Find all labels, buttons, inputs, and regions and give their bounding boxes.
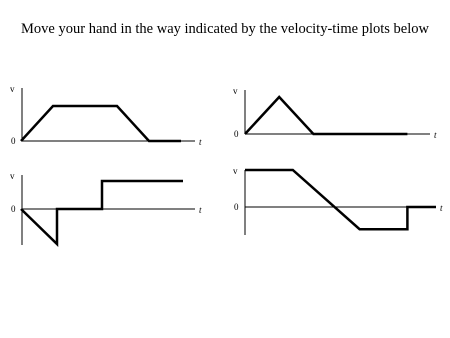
origin-label: 0: [11, 136, 16, 146]
origin-label: 0: [234, 129, 239, 139]
x-axis-label: t: [434, 130, 437, 140]
x-axis-label: t: [199, 137, 202, 147]
slide-title: Move your hand in the way indicated by the velocity-time plots below: [21, 21, 429, 37]
y-axis-label: v: [10, 171, 15, 181]
origin-label: 0: [11, 204, 16, 214]
y-axis-label: v: [10, 84, 15, 94]
x-axis-label: t: [199, 205, 202, 215]
velocity-curve: [245, 170, 436, 229]
x-axis-label: t: [440, 203, 443, 213]
y-axis-label: v: [233, 86, 238, 96]
y-axis-label: v: [233, 166, 238, 176]
origin-label: 0: [234, 202, 239, 212]
